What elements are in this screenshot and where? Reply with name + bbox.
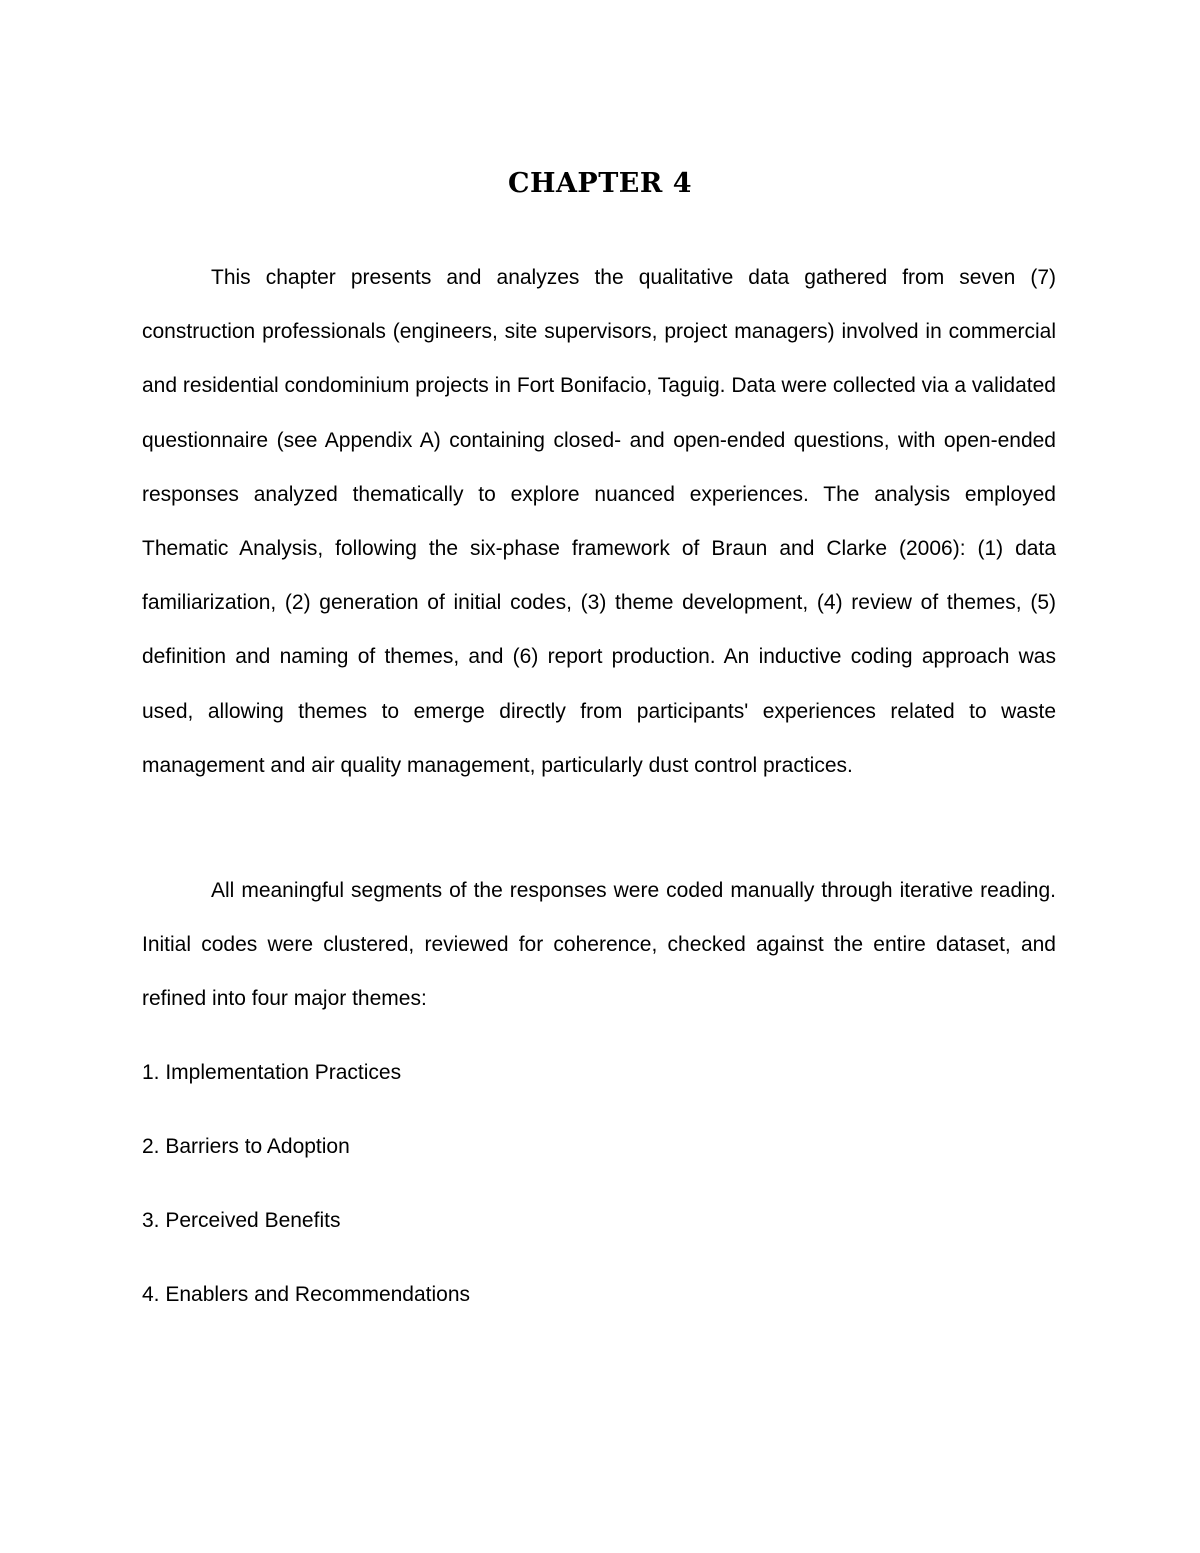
themes-list xyxy=(142,1046,942,1342)
theme-item: 3. Perceived Benefits xyxy=(142,1209,341,1232)
theme-item: 2. Barriers to Adoption xyxy=(142,1135,350,1158)
coding-paragraph: All meaningful segments of the responses were coded manually through iterative reading. Initial codes were clustered, reviewed for coherence, checked against the entire dataset, and refined into four major themes: xyxy=(142,879,1056,1011)
theme-item: 1. Implementation Practices xyxy=(142,1061,402,1084)
theme-item: 4. Enablers and Recommendations xyxy=(142,1283,471,1306)
chapter-title: CHAPTER 4 xyxy=(507,168,693,199)
intro-paragraph: This chapter presents and analyzes the qualitative data gathered from seven (7) construction professionals (engineers, site supervisors, project managers) involved in commercial and residential condominium projects in Fort Bonifacio, Taguig. Data were collected via a validated questionnaire (see Appendix A) containing closed- and open-ended questions, with open-ended responses analyzed thematically to explore nuanced experiences. The analysis employed Thematic Analysis, following the six-phase framework of Braun and Clarke (2006): (1) data familiarization, (2) generation of initial codes, (3) theme development, (4) review of themes, (5) definition and naming of themes, and (6) report production. An inductive coding approach was used, allowing themes to emerge directly from participants' experiences related to waste management and air quality management, particularly dust control practices. xyxy=(142,266,1056,777)
